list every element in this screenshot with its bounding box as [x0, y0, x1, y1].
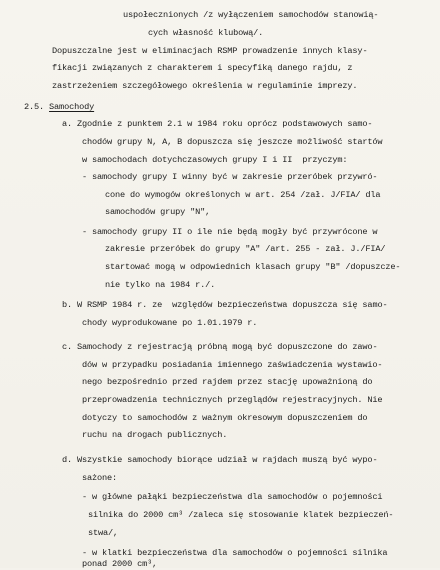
- text-line: chodów grupy N, A, B dopuszcza się jeszcze możliwość startów: [82, 137, 383, 147]
- text-line: uspołecznionych /z wyłączeniem samochodów stanowią-: [123, 10, 379, 20]
- text-line: ruchu na drogach publicznych.: [82, 430, 228, 440]
- text-line: w samochodach dotychczasowych grupy I i II przyczym:: [82, 155, 348, 165]
- text-line: nie tylko na 1984 r./.: [105, 280, 216, 290]
- section-number: 2.5.: [24, 102, 45, 112]
- text-line: zastrzeżeniem szczegółowego określenia w regulaminie imprezy.: [52, 81, 358, 91]
- text-line: - w główne pałąki bezpieczeństwa dla samochodów o pojemności: [82, 492, 383, 502]
- text-line: - samochody grupy I winny być w zakresie przeróbek przywró-: [82, 172, 378, 182]
- text-line: nego bezpośrednio przed rajdem przez stację upoważnioną do: [82, 377, 373, 387]
- text-line: d. Wszystkie samochody biorące udział w rajdach muszą być wypo-: [62, 455, 378, 465]
- text-line: dotyczy to samochodów z ważnym okresowym dopuszczeniem do: [82, 413, 368, 423]
- text-line: stwa/,: [88, 528, 119, 538]
- text-line: dów w przypadku posiadania imiennego zaświadczenia wystawio-: [82, 360, 383, 370]
- text-line: zakresie przeróbek do grupy "A" /art. 255 - zał. J./FIA/: [105, 244, 386, 254]
- text-line: b. W RSMP 1984 r. ze względów bezpieczeństwa dopuszcza się samo-: [62, 300, 388, 310]
- text-line: c. Samochody z rejestracją próbną mogą być dopuszczone do zawo-: [62, 342, 378, 352]
- text-line: cych własność klubową/.: [148, 28, 264, 38]
- text-line: ponad 2000 cm³,: [82, 559, 158, 569]
- text-line: sażone:: [82, 473, 118, 483]
- text-line: samochodów grupy "N",: [105, 207, 211, 217]
- text-line: silnika do 2000 cm³ /zaleca się stosowanie klatek bezpieczeń-: [88, 510, 394, 520]
- section-title: Samochody: [49, 102, 95, 112]
- text-line: Dopuszczalne jest w eliminacjach RSMP prowadzenie innych klasy-: [52, 46, 368, 56]
- text-line: a. Zgodnie z punktem 2.1 w 1984 roku oprócz podstawowych samo-: [62, 119, 373, 129]
- text-line: - samochody grupy II o ile nie będą mogły być przywrócone w: [82, 227, 378, 237]
- text-line: fikacji związanych z charakterem i specyfiką danego rajdu, z: [52, 63, 353, 73]
- text-line: - w klatki bezpieczeństwa dla samochodów o pojemności silnika: [82, 548, 388, 558]
- text-line: cone do wymogów określonych w art. 254 /zał. J/FIA/ dla: [105, 190, 381, 200]
- section-heading: [24, 102, 94, 113]
- text-line: startować mogą w odpowiednich klasach grupy "B" /dopuszcze-: [105, 262, 401, 272]
- text-line: przeprowadzenia technicznych przeglądów rejestracyjnych. Nie: [82, 395, 383, 405]
- text-line: chody wyprodukowane po 1.01.1979 r.: [82, 318, 258, 328]
